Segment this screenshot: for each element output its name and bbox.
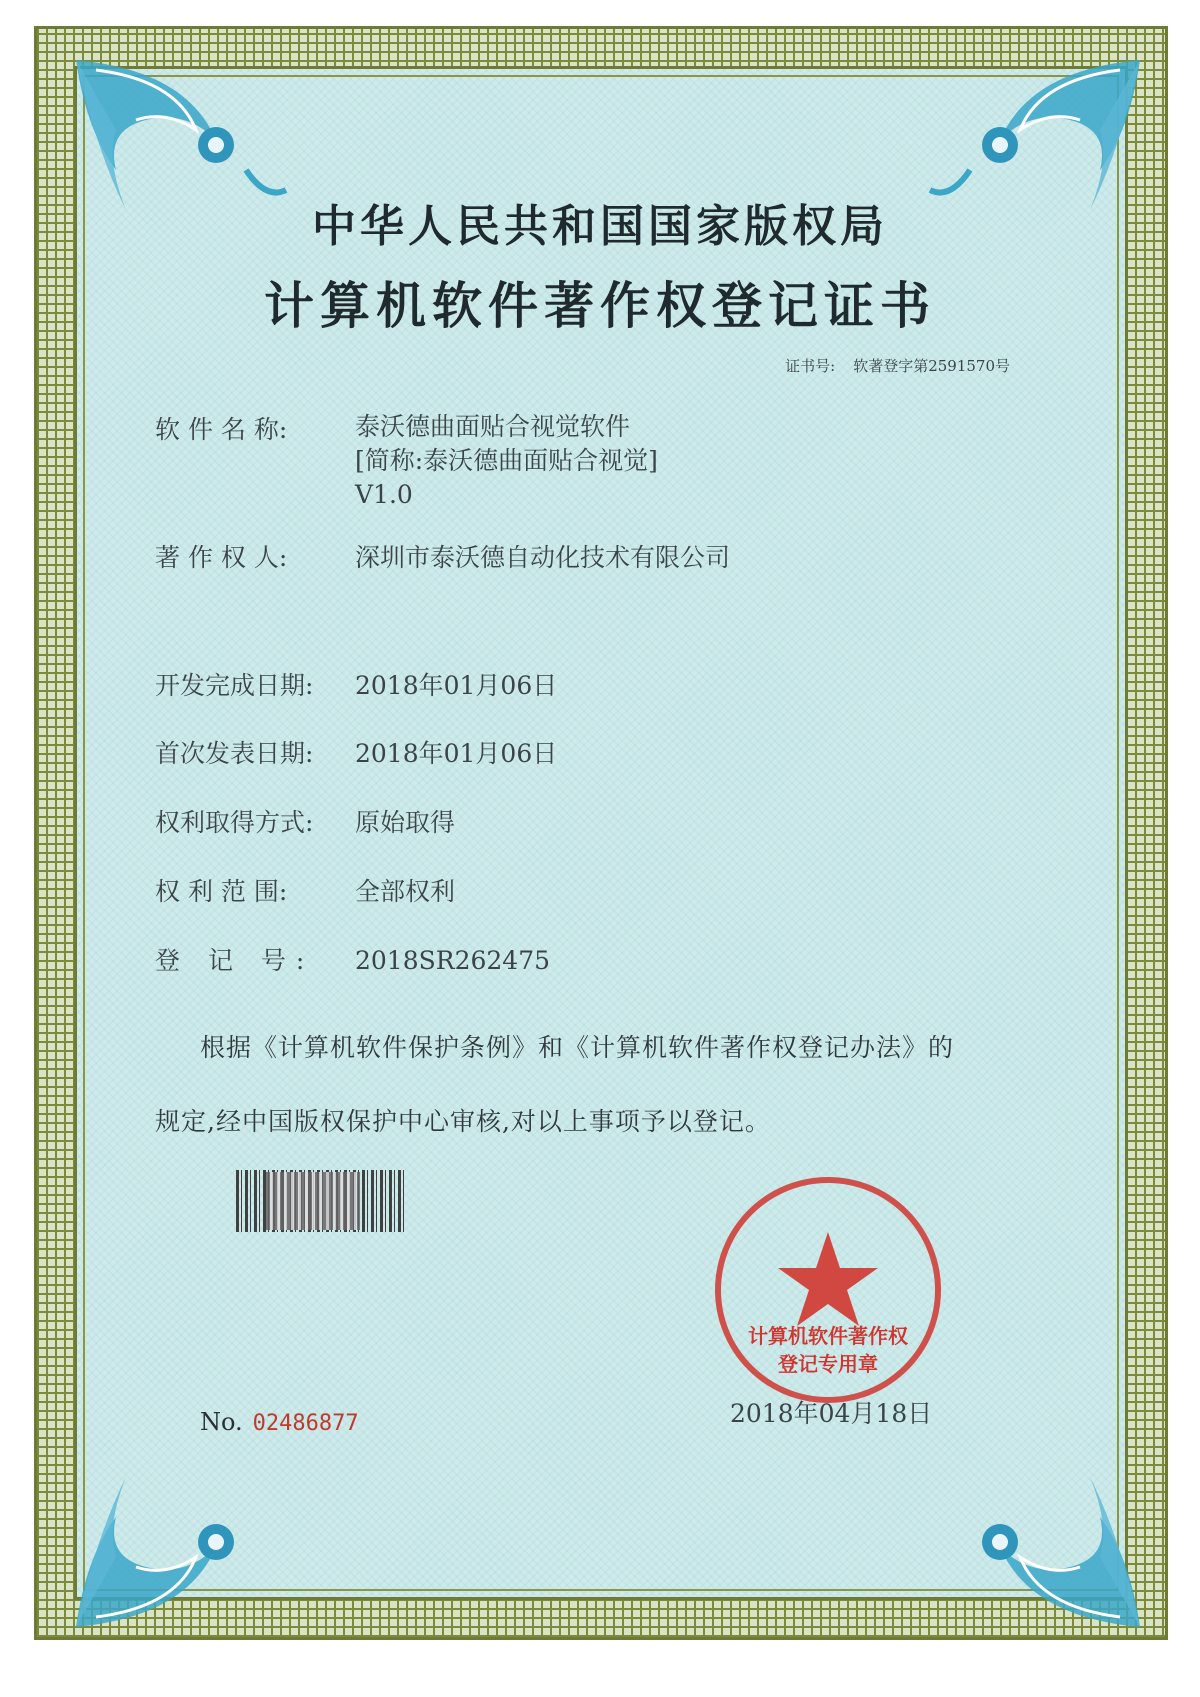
pub-date-value: 2018年01月06日 (355, 739, 558, 768)
seal-text-line-2: 登记专用章 (778, 1352, 878, 1376)
registration-label: 登 记 号: (155, 946, 315, 975)
certificate-number (785, 355, 1010, 376)
corner-ornament-icon (920, 1447, 1150, 1637)
dev-date-row (155, 666, 557, 702)
acquisition-value: 原始取得 (355, 808, 456, 837)
statement-line-2: 规定,经中国版权保护中心审核,对以上事项予以登记。 (155, 1107, 771, 1136)
issuing-authority-title: 中华人民共和国国家版权局 (312, 201, 888, 252)
software-version: V1.0 (355, 480, 413, 509)
software-name-label: 软 件 名 称: (155, 415, 288, 444)
statement-line-1: 根据《计算机软件保护条例》和《计算机软件著作权登记办法》的 (200, 1033, 955, 1062)
scope-row (155, 872, 455, 908)
software-name-row (155, 410, 355, 446)
dev-date-value: 2018年01月06日 (355, 671, 558, 700)
dev-date-label: 开发完成日期: (155, 671, 314, 700)
software-name-line: 泰沃德曲面贴合视觉软件 (355, 412, 631, 441)
certificate-number-value: 软著登字第2591570号 (853, 357, 1010, 375)
issue-date: 2018年04月18日 (730, 1399, 933, 1428)
certificate-number-label: 证书号: (785, 357, 836, 375)
official-seal (708, 1170, 948, 1410)
seal-text-line-1: 计算机软件著作权 (748, 1324, 908, 1348)
registration-row (155, 941, 550, 977)
certificate-title: 计算机软件著作权登记证书 (264, 276, 936, 335)
scope-label: 权 利 范 围: (155, 877, 288, 906)
scope-value: 全部权利 (355, 877, 456, 906)
serial-label: No. (200, 1408, 243, 1436)
owner-value: 深圳市泰沃德自动化技术有限公司 (355, 543, 731, 572)
serial-value: 02486877 (252, 1411, 359, 1436)
qr-code-icon (266, 1172, 360, 1230)
acquisition-row (155, 803, 455, 839)
software-name-value (355, 410, 658, 512)
registration-value: 2018SR262475 (355, 946, 551, 975)
pub-date-row (155, 734, 557, 770)
owner-row (155, 538, 730, 574)
software-name-short: [简称:泰沃德曲面贴合视觉] (355, 446, 658, 475)
acquisition-label: 权利取得方式: (155, 808, 314, 837)
serial-number (200, 1408, 359, 1436)
owner-label: 著 作 权 人: (155, 543, 288, 572)
pub-date-label: 首次发表日期: (155, 739, 314, 768)
corner-ornament-icon (66, 1447, 296, 1637)
